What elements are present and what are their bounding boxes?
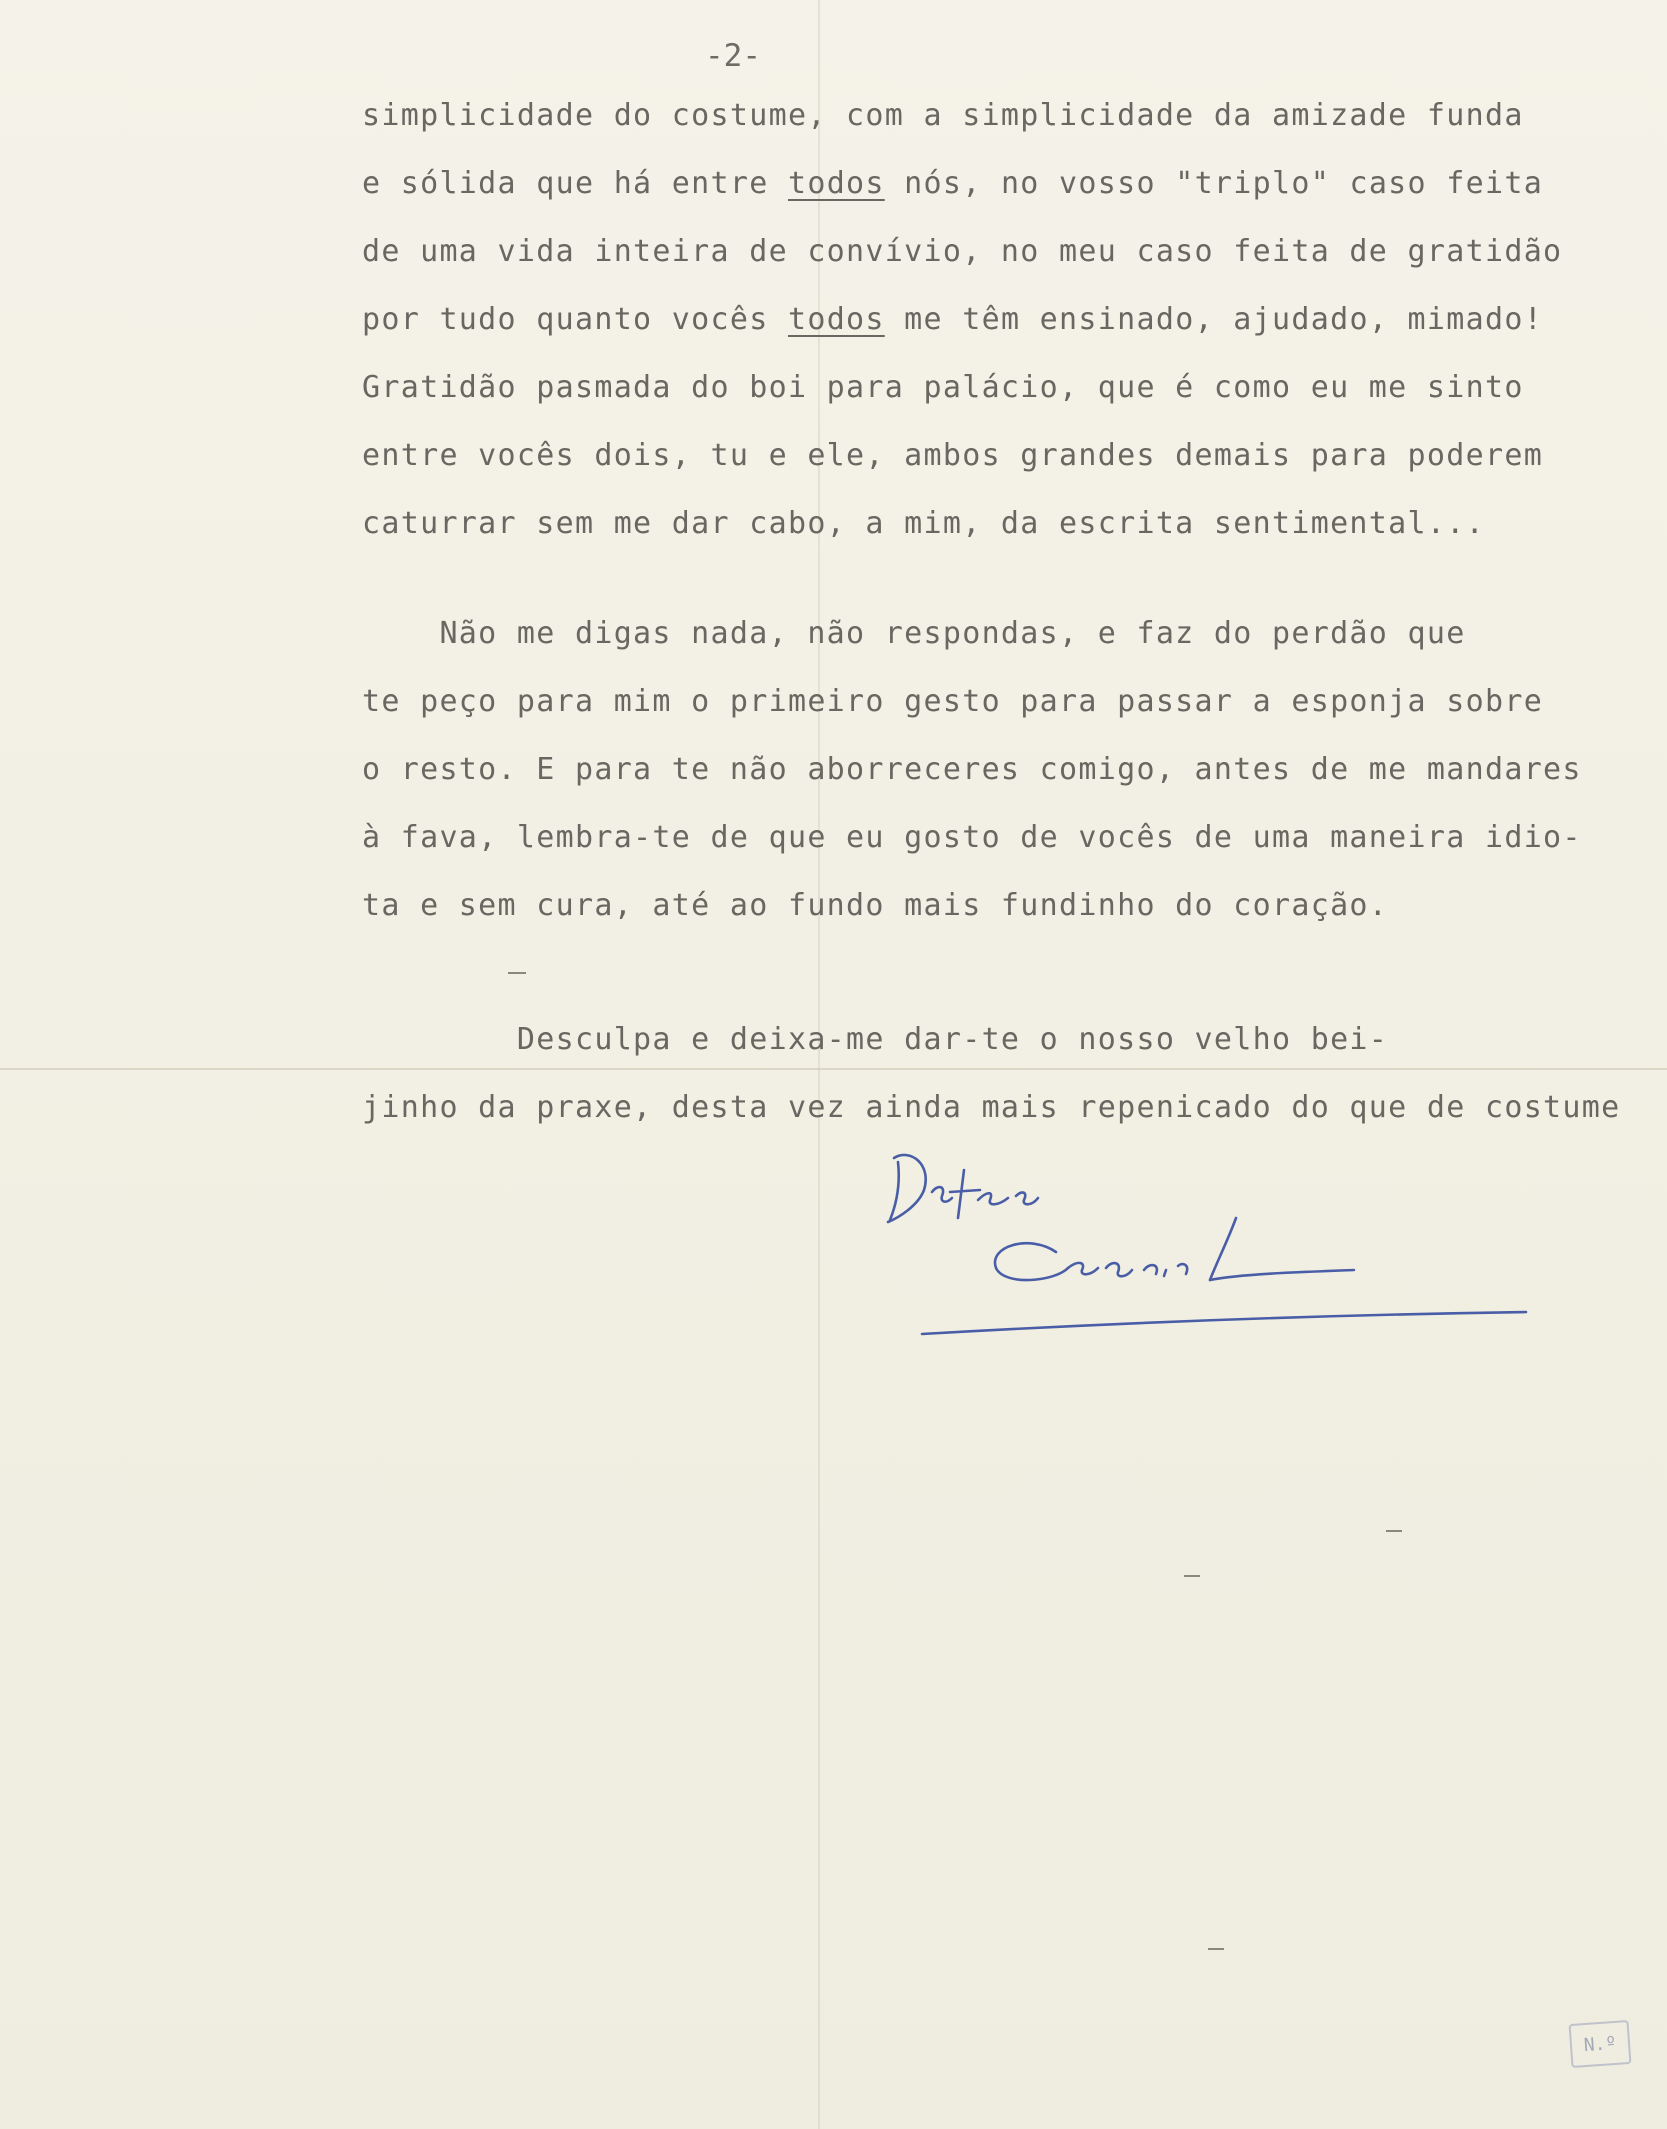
text-run: te peço para mim o primeiro gesto para passar a esponja sobre (362, 684, 1544, 719)
text-run: ta e sem cura, até ao fundo mais fundinho do coração. (362, 888, 1389, 923)
text-line (362, 150, 1662, 218)
text-run: entre vocês dois, tu e ele, ambos grandes demais para poderem (362, 438, 1544, 473)
text-line (362, 490, 1662, 558)
text-line (362, 82, 1662, 150)
text-run: caturrar sem me dar cabo, a mim, da escrita sentimental... (362, 506, 1485, 541)
underlined-word: todos (787, 302, 885, 337)
stray-mark (1208, 1948, 1224, 1950)
text-run: Desculpa e deixa-me dar-te o nosso velho bei- (362, 1022, 1389, 1057)
text-line (362, 736, 1662, 804)
text-run: me têm ensinado, ajudado, mimado! (884, 302, 1544, 337)
text-line (362, 668, 1662, 736)
text-run: o resto. E para te não aborreceres comigo, antes de me mandares (362, 752, 1582, 787)
stray-mark (1184, 1575, 1200, 1577)
text-run: Não me digas nada, não respondas, e faz do perdão que (362, 616, 1466, 651)
handwritten-signature (880, 1140, 1540, 1400)
text-run: nós, no vosso "triplo" caso feita (884, 166, 1544, 201)
text-run: e sólida que há entre (362, 166, 788, 201)
paragraph-1 (362, 82, 1662, 558)
text-line (362, 872, 1662, 940)
text-run: Gratidão pasmada do boi para palácio, que é como eu me sinto (362, 370, 1524, 405)
text-line (362, 804, 1662, 872)
text-run: por tudo quanto vocês (362, 302, 788, 337)
text-line (362, 218, 1662, 286)
archive-stamp: N.º (1569, 2020, 1632, 2068)
stray-mark (508, 972, 526, 974)
text-line (362, 600, 1662, 668)
text-line (362, 354, 1662, 422)
text-line (362, 422, 1662, 490)
page-number: -2- (705, 38, 761, 74)
text-line (362, 286, 1662, 354)
stray-mark (1386, 1530, 1402, 1532)
text-line (362, 1074, 1662, 1142)
text-line (362, 1006, 1662, 1074)
text-run: à fava, lembra-te de que eu gosto de vocês de uma maneira idio- (362, 820, 1582, 855)
paragraph-3 (362, 1006, 1662, 1142)
text-run: jinho da praxe, desta vez ainda mais repenicado do que de costume (362, 1090, 1621, 1125)
underlined-word: todos (787, 166, 885, 201)
paragraph-2 (362, 600, 1662, 940)
text-run: de uma vida inteira de convívio, no meu caso feita de gratidão (362, 234, 1563, 269)
text-run: simplicidade do costume, com a simplicidade da amizade funda (362, 98, 1524, 133)
